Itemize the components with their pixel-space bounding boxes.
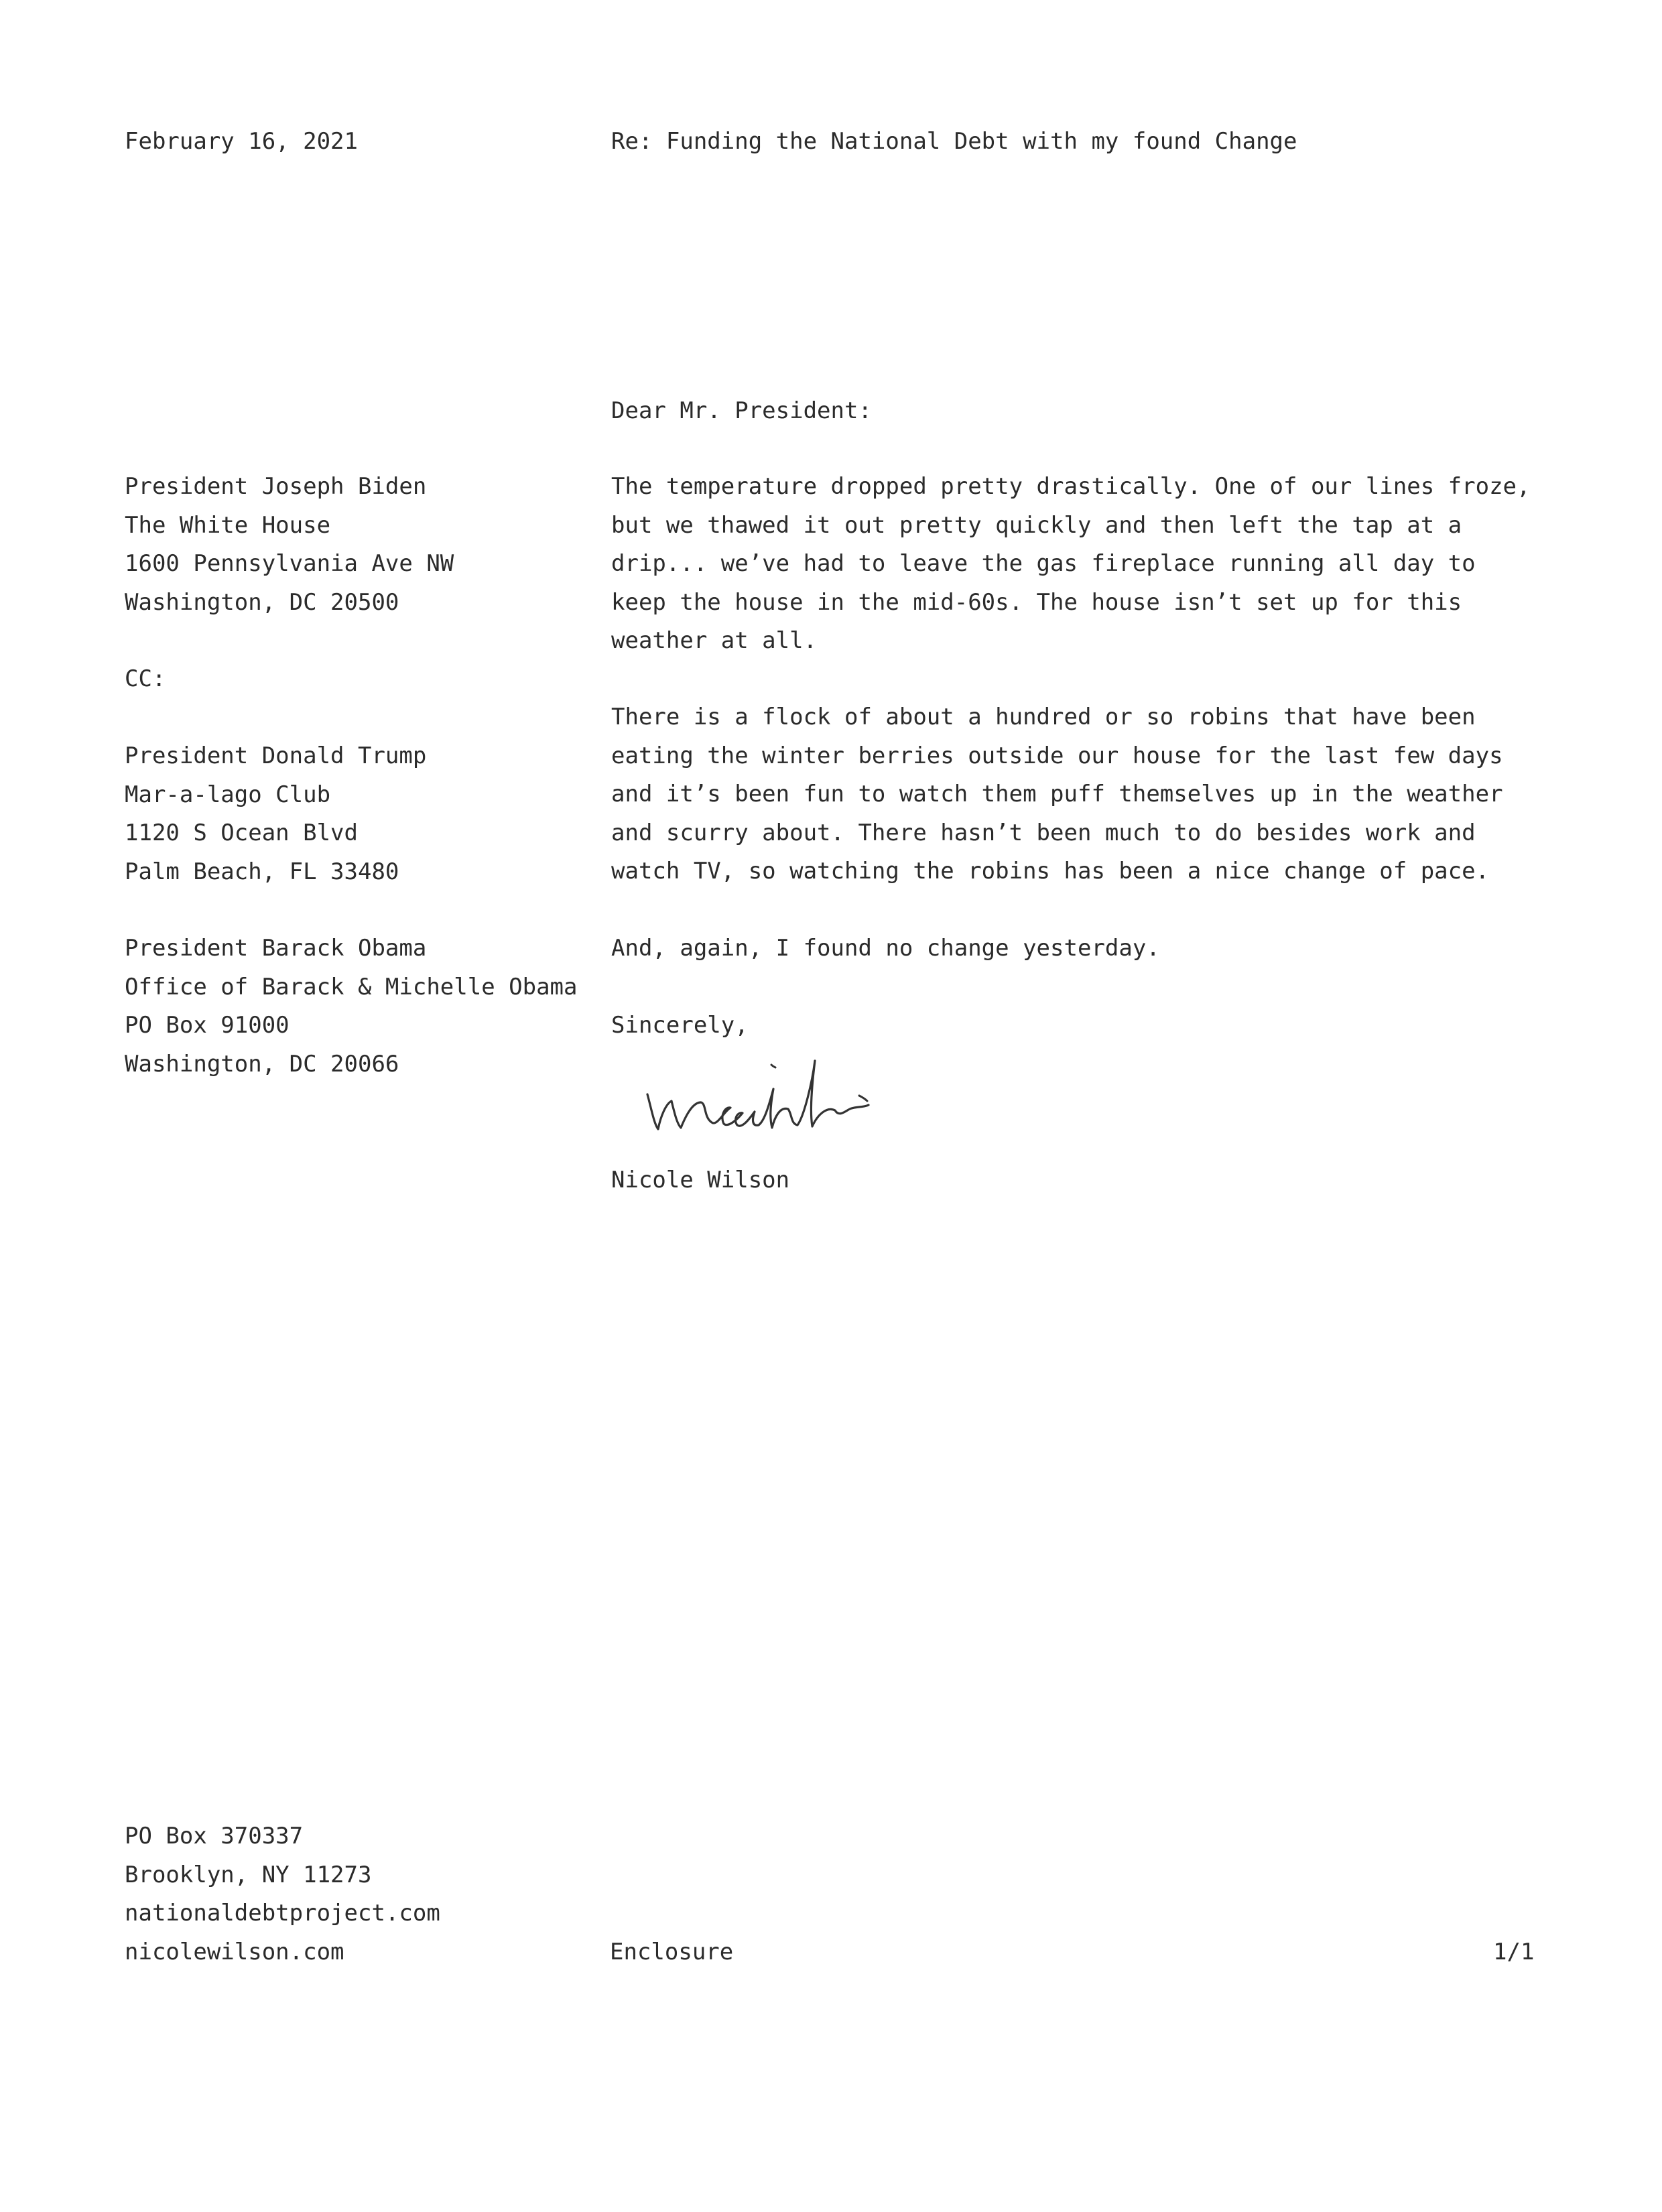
recipient-line: Palm Beach, FL 33480 — [125, 858, 399, 885]
paragraph-line: eating the winter berries outside our house for the last few days — [611, 742, 1503, 769]
body-paragraph-closing-remark: And, again, I found no change yesterday. — [611, 935, 1160, 962]
paragraph-line: drip... we’ve had to leave the gas fireplace running all day to — [611, 550, 1476, 577]
paragraph-line: but we thawed it out pretty quickly and then left the tap at a — [611, 511, 1462, 539]
sender-address-line: PO Box 370337 — [125, 1823, 304, 1849]
paragraph-line: keep the house in the mid-60s. The house isn’t set up for this — [611, 588, 1462, 616]
recipient-line: 1600 Pennsylvania Ave NW — [125, 550, 454, 577]
recipient-line: Washington, DC 20500 — [125, 588, 399, 616]
paragraph-line: and scurry about. There hasn’t been much to do besides work and — [611, 819, 1476, 846]
paragraph-line: watch TV, so watching the robins has been a nice change of pace. — [611, 858, 1490, 885]
sender-website: nationaldebtproject.com — [125, 1900, 440, 1927]
paragraph-line: weather at all. — [611, 627, 818, 654]
cc-recipient-address — [125, 737, 426, 891]
paragraph-line: The temperature dropped pretty drastically. One of our lines froze, — [611, 473, 1531, 500]
sender-address-line: Brooklyn, NY 11273 — [125, 1861, 372, 1888]
recipient-line: 1120 S Ocean Blvd — [125, 820, 358, 846]
enclosure-note: Enclosure — [610, 1939, 734, 1965]
handwritten-signature — [637, 1042, 985, 1149]
recipient-line: Mar-a-lago Club — [125, 781, 331, 808]
paragraph-line: There is a flock of about a hundred or so robins that have been — [611, 704, 1476, 730]
paragraph-line: and it’s been fun to watch them puff themselves up in the weather — [611, 781, 1503, 807]
sender-address — [125, 1817, 440, 1971]
recipient-line: Washington, DC 20066 — [125, 1050, 399, 1078]
sender-website: nicolewilson.com — [125, 1938, 344, 1965]
cc-recipient-address — [125, 929, 578, 1084]
body-paragraph — [611, 468, 1549, 661]
recipient-line: President Barack Obama — [125, 935, 427, 962]
letter-date: February 16, 2021 — [125, 128, 358, 155]
recipient-line: President Donald Trump — [125, 742, 427, 769]
letter-subject: Re: Funding the National Debt with my found Change — [611, 128, 1297, 155]
signer-name: Nicole Wilson — [611, 1167, 790, 1193]
page-number: 1/1 — [1493, 1939, 1535, 1965]
cc-label: CC: — [125, 665, 166, 692]
salutation: Dear Mr. President: — [611, 397, 872, 424]
primary-recipient-address — [125, 468, 454, 622]
body-paragraph — [611, 698, 1549, 891]
closing: Sincerely, — [611, 1012, 749, 1039]
recipient-line: Office of Barack & Michelle Obama — [125, 973, 578, 1000]
recipient-line: PO Box 91000 — [125, 1012, 290, 1039]
recipient-line: The White House — [125, 511, 331, 539]
recipient-line: President Joseph Biden — [125, 473, 427, 500]
